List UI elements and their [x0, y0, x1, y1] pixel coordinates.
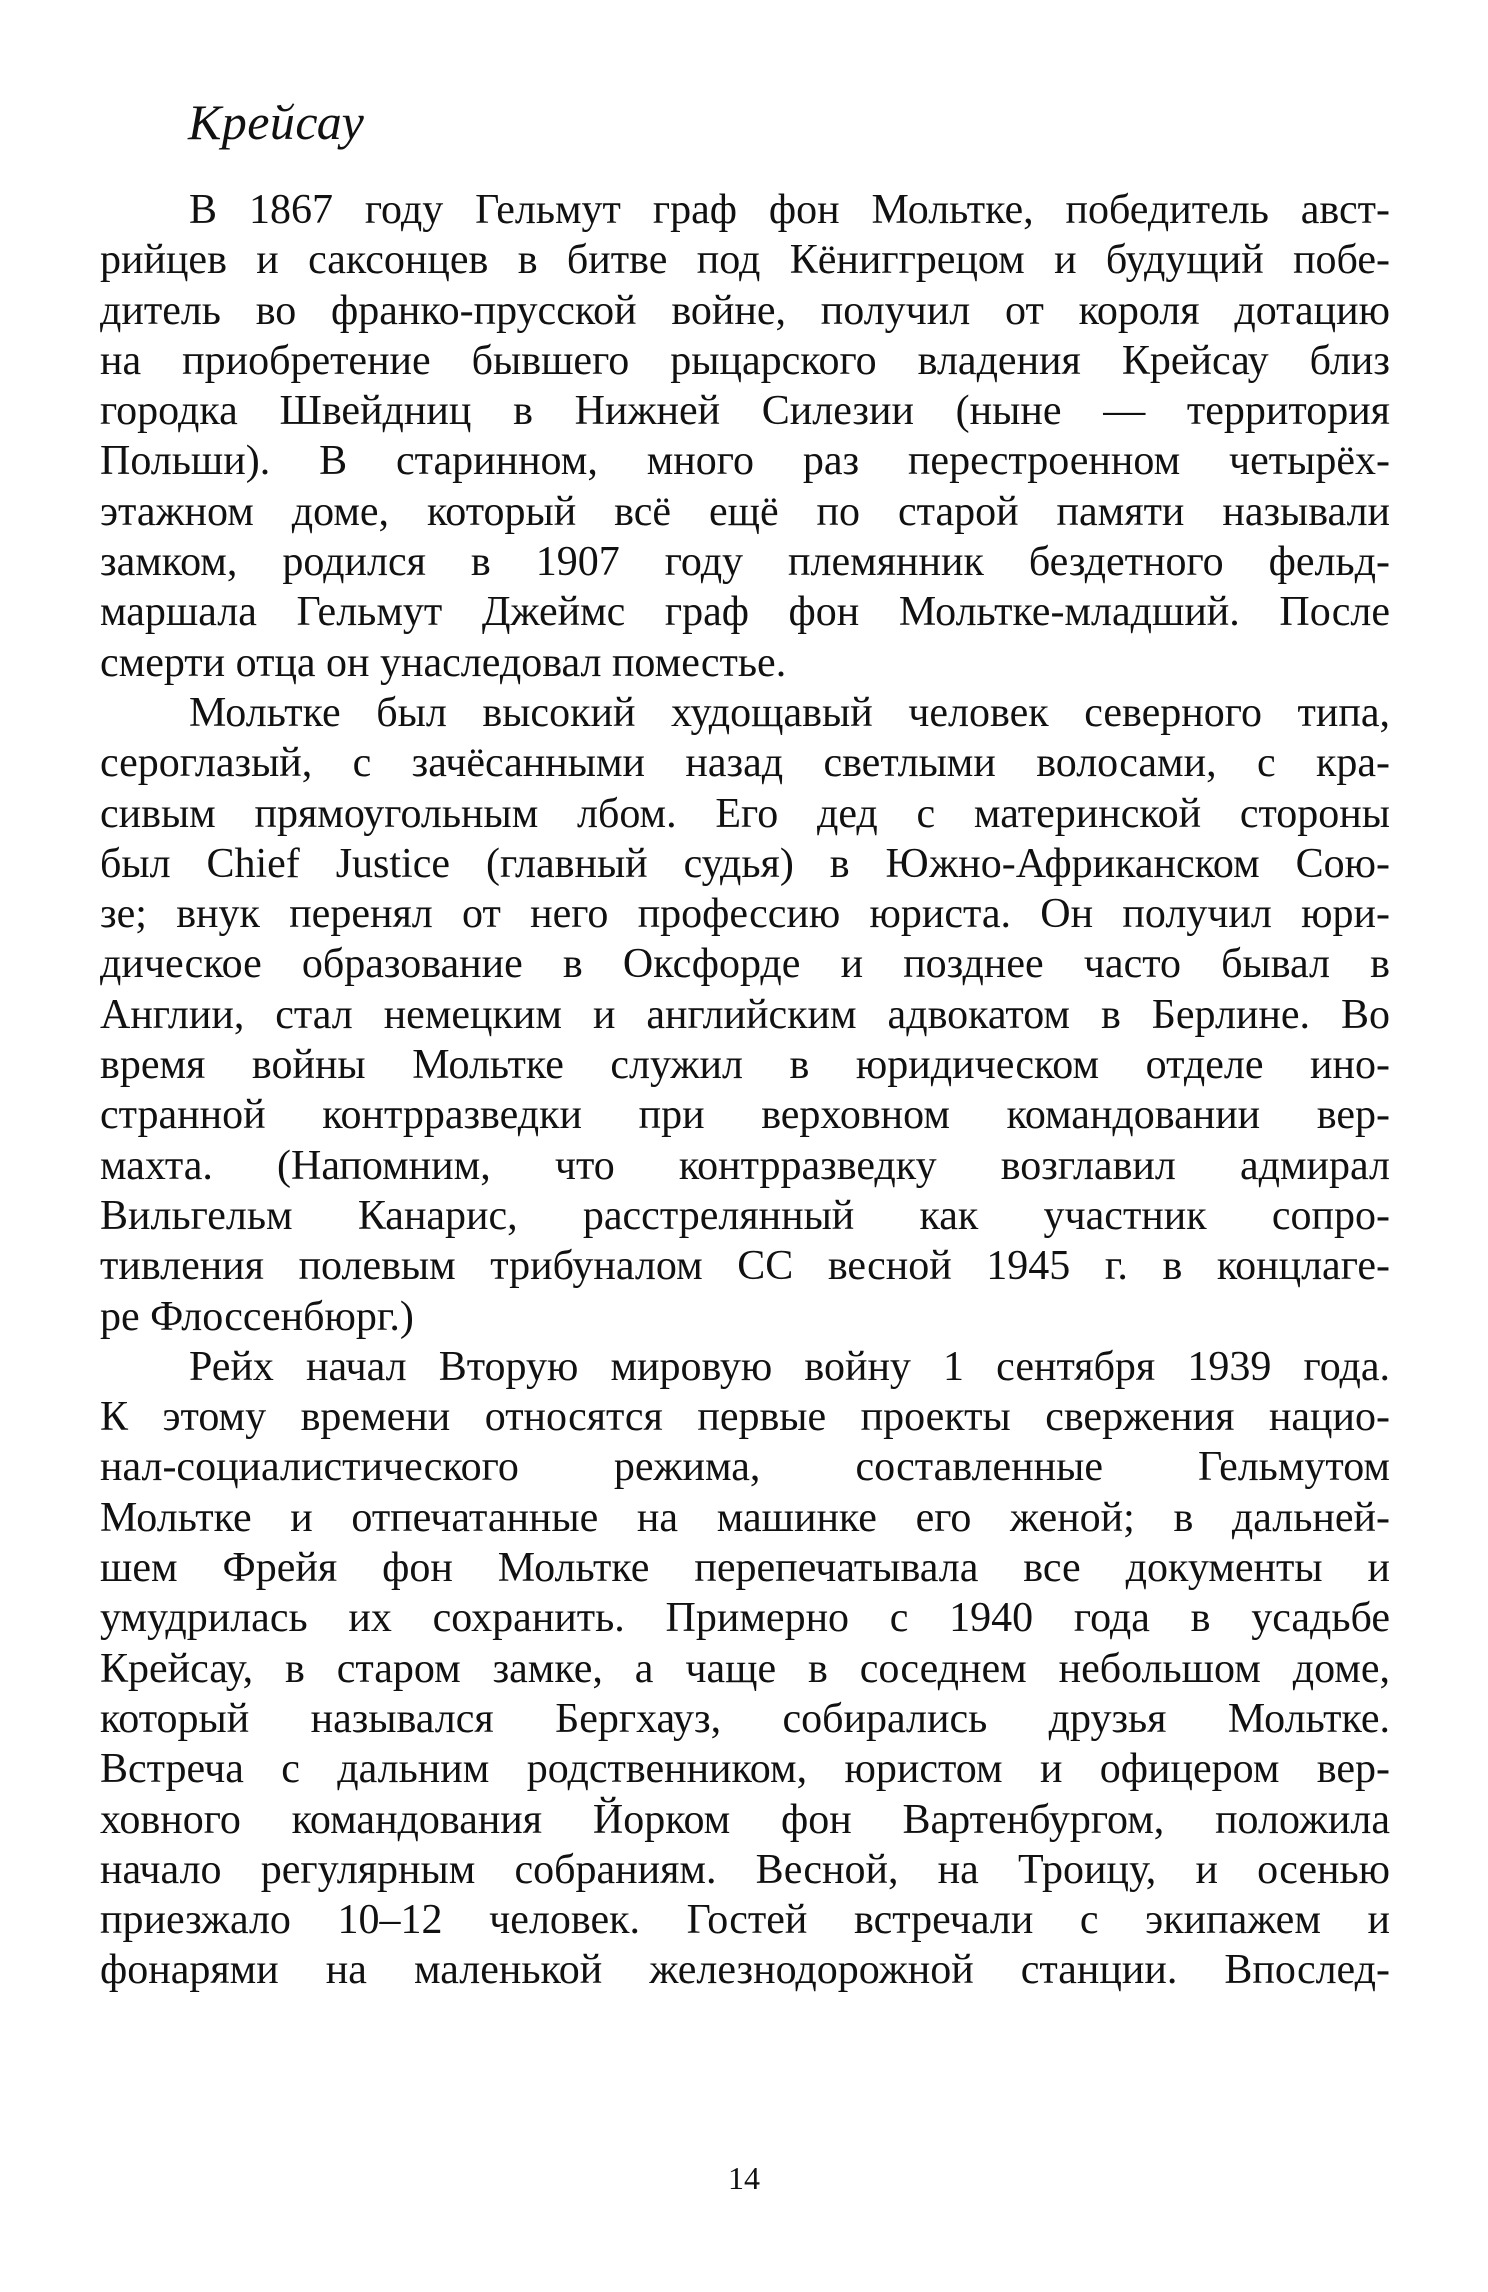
text-line: дическое образование в Оксфорде и позднее часто бывал в [100, 941, 1390, 988]
text-line: сероглазый, с зачёсанными назад светлыми волосами, с кра- [100, 740, 1390, 787]
text-line: замком, родился в 1907 году племянник бездетного фельд- [100, 539, 1390, 586]
text-line: В 1867 году Гельмут граф фон Мольтке, победитель авст- [189, 187, 1390, 233]
text-line: дитель во франко-прусской войне, получил от короля дотацию [100, 287, 1390, 334]
text-line: который назывался Бергхауз, собирались друзья Мольтке. [100, 1695, 1390, 1742]
text-line: на приобретение бывшего рыцарского владения Крейсау близ [100, 337, 1390, 384]
text-line: Вильгельм Канарис, расстрелянный как участник сопро- [100, 1192, 1390, 1239]
text-line: нал-социалистического режима, составленные Гельмутом [100, 1444, 1390, 1491]
text-line: рийцев и саксонцев в битве под Кёниггрецом и будущий побе- [100, 237, 1390, 284]
text-line: Крейсау, в старом замке, а чаще в соседнем небольшом доме, [100, 1645, 1390, 1692]
text-line: зе; внук перенял от него профессию юриста. Он получил юри- [100, 891, 1390, 938]
text-line: ховного командования Йорком фон Вартенбургом, положила [100, 1796, 1390, 1843]
text-line: странной контрразведки при верховном командовании вер- [100, 1092, 1390, 1139]
text-line: Встреча с дальним родственником, юристом и офицером вер- [100, 1746, 1390, 1793]
text-line: К этому времени относятся первые проекты свержения нацио- [100, 1394, 1390, 1441]
text-line: маршала Гельмут Джеймс граф фон Мольтке-младший. После [100, 589, 1390, 636]
section-title: Крейсау [188, 94, 365, 150]
text-line: шем Фрейя фон Мольтке перепечатывала все документы и [100, 1545, 1390, 1592]
text-line: городка Швейдниц в Нижней Силезии (ныне — территория [100, 388, 1390, 435]
text-line: Англии, стал немецким и английским адвокатом в Берлине. Во [100, 991, 1390, 1038]
text-line: Мольтке был высокий худощавый человек северного типа, [189, 689, 1390, 736]
text-line: умудрилась их сохранить. Примерно с 1940 года в усадьбе [100, 1595, 1390, 1642]
text-line: Мольтке и отпечатанные на машинке его женой; в дальней- [100, 1494, 1390, 1541]
text-line: смерти отца он унаследовал поместье. [100, 639, 787, 686]
page-number: 14 [728, 2160, 760, 2196]
text-line: тивления полевым трибуналом СС весной 1945 г. в концлаге- [100, 1243, 1390, 1290]
text-line: фонарями на маленькой железнодорожной станции. Впослед- [100, 1947, 1390, 1994]
text-line: сивым прямоугольным лбом. Его дед с материнской стороны [100, 790, 1390, 837]
paragraph-1 [100, 185, 1390, 688]
paragraph-3 [100, 1342, 1390, 1996]
text-line: Рейх начал Вторую мировую войну 1 сентября 1939 года. [189, 1343, 1390, 1390]
text-line: был Chief Justice (главный судья) в Южно-Африканском Сою- [100, 840, 1390, 887]
text-line: этажном доме, который всё ещё по старой памяти называли [100, 488, 1390, 535]
text-line: время войны Мольтке служил в юридическом отделе ино- [100, 1042, 1390, 1089]
body-text [100, 185, 1390, 1996]
paragraph-2 [100, 688, 1390, 1342]
text-line: Польши). В старинном, много раз перестроенном четырёх- [100, 438, 1390, 485]
text-line: махта. (Напомним, что контрразведку возглавил адмирал [100, 1142, 1390, 1189]
text-line: начало регулярным собраниям. Весной, на Троицу, и осенью [100, 1846, 1390, 1893]
text-line: ре Флоссенбюрг.) [100, 1293, 414, 1340]
text-line: приезжало 10–12 человек. Гостей встречали с экипажем и [100, 1897, 1390, 1944]
